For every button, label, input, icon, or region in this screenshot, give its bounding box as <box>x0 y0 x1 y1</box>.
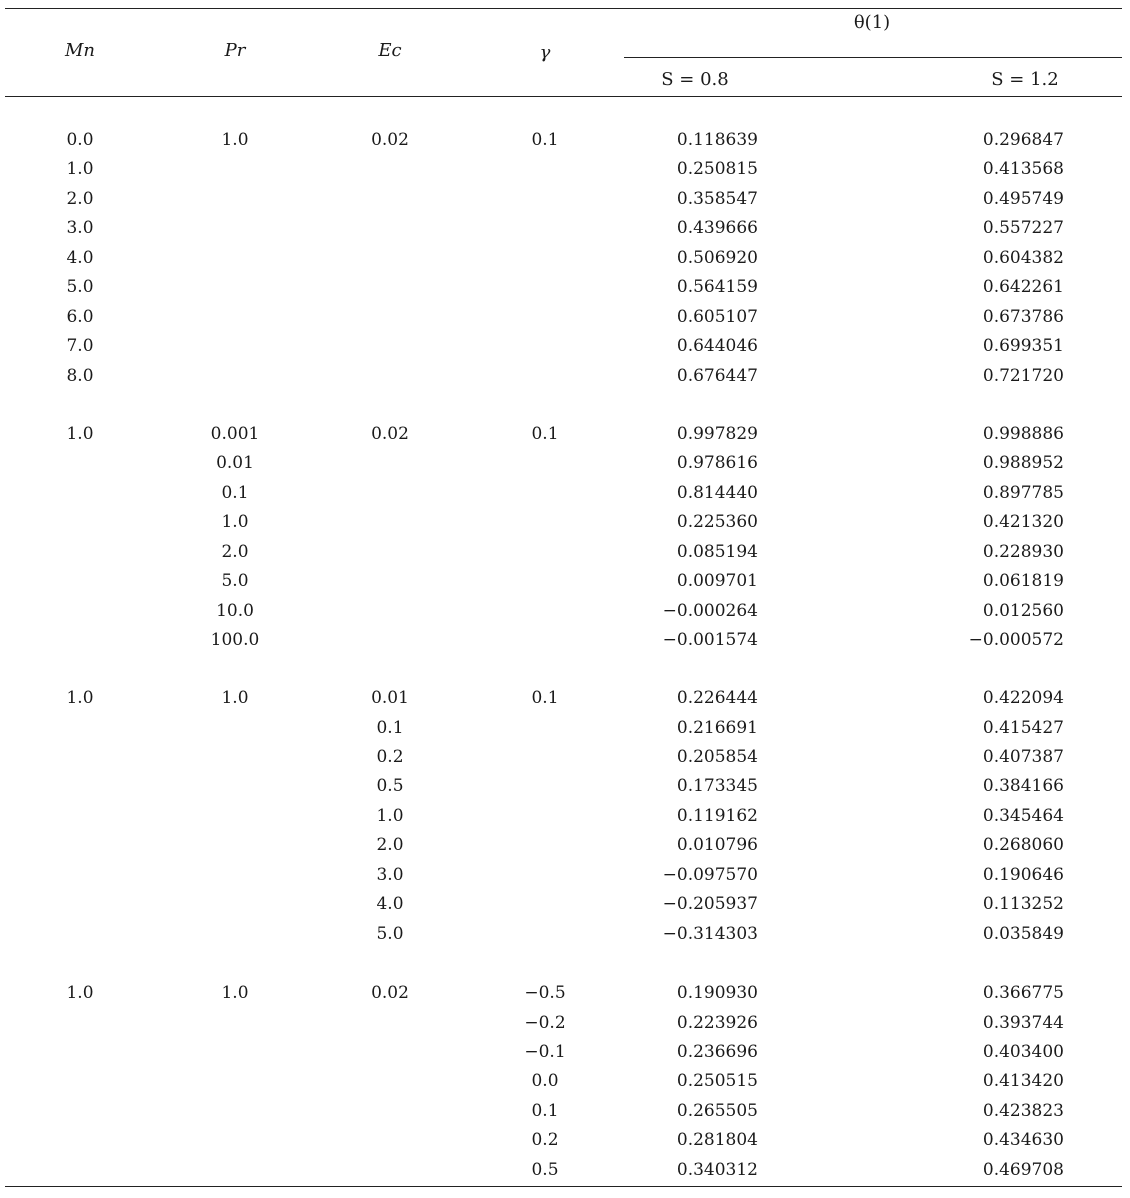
cell-mn: 8.0 <box>66 365 94 386</box>
cell-theta-s-1-2: 0.012560 <box>982 600 1064 621</box>
cell-mn: 1.0 <box>66 688 94 708</box>
cell-ec: 1.0 <box>376 805 404 826</box>
cell-pr: 100.0 <box>210 630 260 651</box>
cell-theta-s-1-2: 0.268060 <box>982 835 1064 856</box>
cell-theta-s-1-2: 0.345464 <box>982 805 1064 826</box>
cell-ec: 4.0 <box>376 894 404 915</box>
cell-theta-s-1-2: 0.384166 <box>982 776 1064 797</box>
cell-gamma: 0.0 <box>531 1071 559 1092</box>
cell-theta-s-0-8: 0.216691 <box>676 717 758 738</box>
cell-gamma: −0.2 <box>524 1012 566 1033</box>
cell-theta-s-0-8: 0.190930 <box>676 983 758 1003</box>
cell-theta-s-1-2: 0.407387 <box>982 746 1064 767</box>
cell-theta-s-1-2: 0.998886 <box>982 424 1064 444</box>
cell-pr: 1.0 <box>221 983 249 1003</box>
cell-theta-s-1-2: 0.393744 <box>982 1012 1064 1033</box>
cell-ec: 0.02 <box>371 983 409 1003</box>
cell-theta-s-0-8: −0.001574 <box>662 630 758 651</box>
cell-ec: 3.0 <box>376 864 404 885</box>
header-mn: Mn <box>64 40 96 61</box>
cell-pr: 0.1 <box>221 482 249 503</box>
cell-theta-s-0-8: 0.250515 <box>676 1071 758 1092</box>
cell-theta-s-1-2: 0.642261 <box>982 277 1064 298</box>
cell-gamma: 0.1 <box>531 688 559 708</box>
cell-gamma: 0.2 <box>531 1130 559 1151</box>
cell-theta-s-1-2: 0.035849 <box>982 923 1064 944</box>
cell-theta-s-0-8: 0.439666 <box>676 218 758 239</box>
header-gamma: γ <box>539 42 551 63</box>
cell-theta-s-1-2: 0.113252 <box>982 894 1064 915</box>
cell-mn: 4.0 <box>66 247 94 268</box>
cell-gamma: 0.1 <box>531 424 559 444</box>
cell-theta-s-0-8: 0.173345 <box>676 776 758 797</box>
cell-pr: 0.01 <box>216 453 254 474</box>
cell-ec: 0.02 <box>371 424 409 444</box>
cell-theta-s-0-8: −0.205937 <box>662 894 758 915</box>
cell-theta-s-1-2: 0.469708 <box>982 1159 1064 1180</box>
header-s-0-8: S = 0.8 <box>661 69 729 90</box>
cell-theta-s-1-2: 0.061819 <box>982 571 1064 592</box>
cell-theta-s-1-2: 0.296847 <box>982 130 1064 150</box>
cell-theta-s-1-2: 0.415427 <box>982 717 1064 738</box>
cell-ec: 0.1 <box>376 717 404 738</box>
cell-theta-s-0-8: 0.997829 <box>676 424 758 444</box>
cell-mn: 5.0 <box>66 277 94 298</box>
cell-gamma: −0.5 <box>524 983 566 1003</box>
cell-theta-s-0-8: 0.265505 <box>676 1100 758 1121</box>
cell-gamma: 0.1 <box>531 130 559 150</box>
cell-theta-s-0-8: 0.009701 <box>676 571 758 592</box>
cell-theta-s-1-2: 0.421320 <box>982 512 1064 533</box>
cell-theta-s-0-8: 0.605107 <box>676 306 758 327</box>
cell-theta-s-0-8: 0.676447 <box>676 365 758 386</box>
cell-theta-s-1-2: 0.413568 <box>982 159 1064 180</box>
cell-pr: 5.0 <box>221 571 249 592</box>
cell-mn: 1.0 <box>66 159 94 180</box>
cell-pr: 0.001 <box>210 424 260 444</box>
cell-theta-s-0-8: 0.205854 <box>676 746 758 767</box>
cell-pr: 1.0 <box>221 512 249 533</box>
header-pr: Pr <box>224 40 246 61</box>
cell-theta-s-0-8: 0.225360 <box>676 512 758 533</box>
cell-mn: 7.0 <box>66 336 94 357</box>
header-theta-group: θ(1) <box>853 12 891 33</box>
cell-ec: 5.0 <box>376 923 404 944</box>
cell-ec: 0.5 <box>376 776 404 797</box>
cell-theta-s-1-2: 0.413420 <box>982 1071 1064 1092</box>
cell-gamma: −0.1 <box>524 1041 566 1062</box>
cell-theta-s-0-8: 0.085194 <box>676 541 758 562</box>
cell-theta-s-1-2: 0.190646 <box>982 864 1064 885</box>
header-s-1-2: S = 1.2 <box>991 69 1059 90</box>
cell-theta-s-1-2: 0.988952 <box>982 453 1064 474</box>
cell-mn: 6.0 <box>66 306 94 327</box>
cell-theta-s-0-8: 0.978616 <box>676 453 758 474</box>
cell-theta-s-0-8: −0.097570 <box>662 864 758 885</box>
cell-theta-s-0-8: 0.118639 <box>676 130 758 150</box>
cell-gamma: 0.1 <box>531 1100 559 1121</box>
table-top-rule <box>5 8 1122 9</box>
cell-theta-s-1-2: 0.403400 <box>982 1041 1064 1062</box>
cell-theta-s-1-2: 0.366775 <box>982 983 1064 1003</box>
cell-ec: 0.2 <box>376 746 404 767</box>
cell-theta-s-1-2: 0.699351 <box>982 336 1064 357</box>
cell-theta-s-0-8: 0.644046 <box>676 336 758 357</box>
cell-theta-s-1-2: 0.228930 <box>982 541 1064 562</box>
cell-theta-s-1-2: 0.604382 <box>982 247 1064 268</box>
cell-theta-s-1-2: 0.557227 <box>982 218 1064 239</box>
cell-theta-s-1-2: 0.422094 <box>982 688 1064 708</box>
cell-mn: 3.0 <box>66 218 94 239</box>
cell-theta-s-0-8: 0.814440 <box>676 482 758 503</box>
cell-theta-s-1-2: 0.434630 <box>982 1130 1064 1151</box>
cell-ec: 2.0 <box>376 835 404 856</box>
cell-theta-s-0-8: 0.340312 <box>676 1159 758 1180</box>
header-ec: Ec <box>378 40 402 61</box>
cell-theta-s-1-2: 0.423823 <box>982 1100 1064 1121</box>
cell-theta-s-0-8: 0.564159 <box>676 277 758 298</box>
cell-theta-s-0-8: 0.226444 <box>676 688 758 708</box>
cell-theta-s-0-8: −0.000264 <box>662 600 758 621</box>
cell-mn: 0.0 <box>66 130 94 150</box>
cell-theta-s-1-2: −0.000572 <box>968 630 1064 651</box>
cell-pr: 10.0 <box>216 600 254 621</box>
header-bottom-rule <box>5 96 1122 97</box>
cell-theta-s-0-8: 0.281804 <box>676 1130 758 1151</box>
cell-pr: 2.0 <box>221 541 249 562</box>
cell-theta-s-1-2: 0.673786 <box>982 306 1064 327</box>
cell-theta-s-1-2: 0.495749 <box>982 188 1064 209</box>
cell-gamma: 0.5 <box>531 1159 559 1180</box>
table-bottom-rule <box>5 1186 1122 1187</box>
cell-pr: 1.0 <box>221 688 249 708</box>
cell-ec: 0.01 <box>371 688 409 708</box>
theta-group-rule <box>624 57 1122 58</box>
cell-mn: 1.0 <box>66 424 94 444</box>
cell-theta-s-0-8: 0.010796 <box>676 835 758 856</box>
cell-mn: 1.0 <box>66 983 94 1003</box>
cell-theta-s-1-2: 0.897785 <box>982 482 1064 503</box>
cell-ec: 0.02 <box>371 130 409 150</box>
cell-pr: 1.0 <box>221 130 249 150</box>
cell-theta-s-0-8: 0.119162 <box>676 805 758 826</box>
cell-theta-s-0-8: 0.358547 <box>676 188 758 209</box>
cell-theta-s-0-8: 0.250815 <box>676 159 758 180</box>
cell-theta-s-0-8: 0.506920 <box>676 247 758 268</box>
cell-theta-s-0-8: −0.314303 <box>662 923 758 944</box>
cell-theta-s-0-8: 0.223926 <box>676 1012 758 1033</box>
cell-theta-s-1-2: 0.721720 <box>982 365 1064 386</box>
cell-mn: 2.0 <box>66 188 94 209</box>
cell-theta-s-0-8: 0.236696 <box>676 1041 758 1062</box>
